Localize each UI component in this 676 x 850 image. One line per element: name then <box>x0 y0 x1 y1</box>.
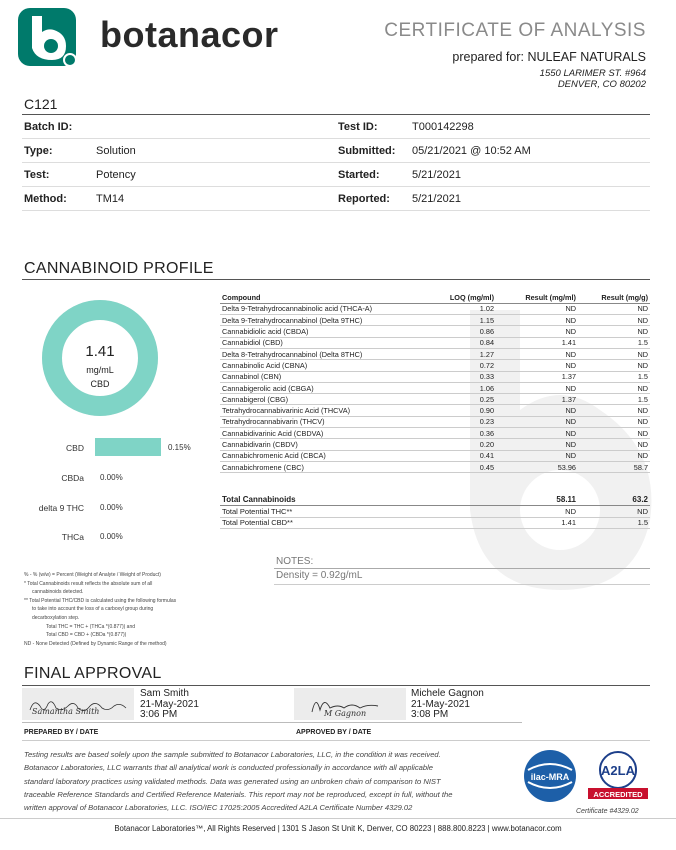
loq-cell: 0.72 <box>420 360 496 371</box>
result-mgml-cell: ND <box>496 416 578 427</box>
accredited-text: ACCREDITED <box>593 790 643 799</box>
col-result-mgg: Result (mg/g) <box>578 292 650 303</box>
test-label: Test: <box>24 169 50 181</box>
compound-cell: Tetrahydrocannabivarinic Acid (THCVA) <box>220 405 420 416</box>
total-mgml-cell: 1.41 <box>496 517 578 529</box>
botanacor-logo-icon <box>18 8 76 66</box>
result-mgg-cell: 1.5 <box>578 371 650 382</box>
loq-cell: 1.15 <box>420 315 496 326</box>
info-row-batch <box>22 115 650 139</box>
method-value: TM14 <box>96 193 125 205</box>
prepared-by-block <box>140 689 199 721</box>
loq-cell: 0.23 <box>420 416 496 427</box>
result-mgml-cell: ND <box>496 405 578 416</box>
compound-cell: Tetrahydrocannabivarin (THCV) <box>220 416 420 427</box>
compound-cell: Cannabichromene (CBC) <box>220 461 420 472</box>
legend-line: cannabinoids detected. <box>32 589 84 596</box>
compound-cell: Delta 9-Tetrahydrocannabinol (Delta 9THC) <box>220 315 420 326</box>
legend-line: * Total Cannabinoids result reflects the absolute sum of all <box>24 580 153 587</box>
col-result-mgml: Result (mg/ml) <box>496 292 578 303</box>
compound-cell: Cannabinol (CBN) <box>220 371 420 382</box>
loq-cell: 1.02 <box>420 303 496 314</box>
donut-value: 1.41 <box>85 343 115 360</box>
bar-label: CBDa <box>61 473 84 483</box>
total-loq-cell <box>420 517 496 529</box>
ilac-mra-logo <box>522 748 578 804</box>
total-mgg-cell: ND <box>578 506 650 518</box>
prepared-date: 21-May-2021 <box>140 698 199 710</box>
approved-by-name: Michele Gagnon <box>411 688 484 699</box>
document-title: CERTIFICATE OF ANALYSIS <box>384 20 646 41</box>
table-row <box>220 348 650 359</box>
table-row <box>220 360 650 371</box>
table-row <box>220 405 650 416</box>
loq-cell: 0.36 <box>420 428 496 439</box>
result-mgg-cell: ND <box>578 360 650 371</box>
result-mgg-cell: ND <box>578 450 650 461</box>
table-row <box>220 371 650 382</box>
result-mgml-cell: 1.41 <box>496 337 578 348</box>
bar-fill <box>95 438 161 456</box>
total-mgg-cell: 1.5 <box>578 517 650 529</box>
test-value: Potency <box>96 169 136 181</box>
table-row <box>220 450 650 461</box>
compound-cell: Cannabigerolic acid (CBGA) <box>220 382 420 393</box>
table-row <box>220 303 650 314</box>
result-mgg-cell: ND <box>578 416 650 427</box>
approved-signature <box>294 688 406 720</box>
approved-time: 3:08 PM <box>411 709 449 720</box>
bar-label: CBD <box>66 443 84 453</box>
prepared-by-name: Sam Smith <box>140 688 189 699</box>
compound-cell: Delta 9-Tetrahydrocannabinolic acid (THCA-A) <box>220 303 420 314</box>
total-loq-cell <box>420 494 496 506</box>
result-mgg-cell: ND <box>578 382 650 393</box>
compound-cell: Cannabidivarin (CBDV) <box>220 439 420 450</box>
result-mgml-cell: ND <box>496 326 578 337</box>
bar-value: 0.00% <box>100 473 123 482</box>
disclaimer-text <box>24 748 514 814</box>
loq-cell: 0.45 <box>420 461 496 472</box>
notes-text: Density = 0.92g/mL <box>276 570 363 581</box>
final-approval-title: FINAL APPROVAL <box>24 665 162 682</box>
approved-by-block <box>411 689 484 721</box>
approved-by-label: APPROVED BY / DATE <box>296 729 372 736</box>
table-row <box>220 382 650 393</box>
compound-cell: Cannabidivarinic Acid (CBDVA) <box>220 428 420 439</box>
result-mgml-cell: 53.96 <box>496 461 578 472</box>
table-row <box>220 439 650 450</box>
result-mgml-cell: ND <box>496 360 578 371</box>
loq-cell: 0.25 <box>420 394 496 405</box>
compound-cell: Cannabichromenic Acid (CBCA) <box>220 450 420 461</box>
submitted-value: 05/21/2021 @ 10:52 AM <box>412 145 531 157</box>
type-value: Solution <box>96 145 136 157</box>
compound-cell: Cannabidiolic acid (CBDA) <box>220 326 420 337</box>
started-value: 5/21/2021 <box>412 169 461 181</box>
approved-signature-text: M Gagnon <box>324 709 367 718</box>
legend-line: ND - None Detected (Defined by Dynamic Range of the method) <box>24 640 167 647</box>
disclaimer-line: traceable Reference Standards and Certified Reference Materials. This report may not be reproduced, except in full, without the <box>24 789 453 799</box>
compound-cell: Cannabigerol (CBG) <box>220 394 420 405</box>
total-label-cell: Total Cannabinoids <box>220 494 420 506</box>
col-compound: Compound <box>220 292 420 303</box>
client-address-line2: DENVER, CO 80202 <box>557 79 646 90</box>
results-header-row <box>220 292 650 303</box>
totals-row <box>220 517 650 529</box>
loq-cell: 1.27 <box>420 348 496 359</box>
bar-label: THCa <box>61 532 84 542</box>
legend-notes <box>24 571 234 648</box>
compound-cell: Cannabinolic Acid (CBNA) <box>220 360 420 371</box>
total-mgml-cell: ND <box>496 506 578 518</box>
result-mgg-cell: ND <box>578 439 650 450</box>
result-mgg-cell: ND <box>578 326 650 337</box>
totals-row <box>220 494 650 506</box>
donut-unit: mg/mL <box>86 365 114 375</box>
a2la-text: A2LA <box>601 763 635 778</box>
bar-value: 0.00% <box>100 532 123 541</box>
info-row-type <box>22 139 650 163</box>
result-mgml-cell: ND <box>496 315 578 326</box>
total-label-cell: Total Potential THC** <box>220 506 420 518</box>
result-mgg-cell: 1.5 <box>578 394 650 405</box>
method-label: Method: <box>24 193 67 205</box>
prepared-signature-box <box>22 688 134 720</box>
result-mgml-cell: 1.37 <box>496 394 578 405</box>
result-mgg-cell: ND <box>578 315 650 326</box>
loq-cell: 1.06 <box>420 382 496 393</box>
legend-line: decarboxylation step. <box>32 614 80 621</box>
result-mgml-cell: ND <box>496 428 578 439</box>
sample-id: C121 <box>24 96 58 112</box>
result-mgml-cell: ND <box>496 439 578 450</box>
legend-line: Total THC = THC + (THCa *(0.877)) and <box>46 623 136 630</box>
table-row <box>220 315 650 326</box>
loq-cell: 0.41 <box>420 450 496 461</box>
loq-cell: 0.33 <box>420 371 496 382</box>
disclaimer-line: standard laboratory practices using validated methods. Data was generated using an unbroken chain of comparison to NIST <box>24 776 441 786</box>
table-row <box>220 326 650 337</box>
info-row-test <box>22 163 650 187</box>
result-mgg-cell: ND <box>578 348 650 359</box>
disclaimer-line: written approval of Botanacor Laboratories, LLC. ISO/IEC 17025:2005 Accredited A2LA Certificate Number 4329.02 <box>24 803 413 813</box>
loq-cell: 0.20 <box>420 439 496 450</box>
result-mgml-cell: ND <box>496 450 578 461</box>
legend-line: to take into account the loss of a carboxyl group during <box>32 606 154 613</box>
batch-label: Batch ID: <box>24 121 73 133</box>
disclaimer-line: Testing results are based solely upon the sample submitted to Botanacor Laboratories, LLC, in the condition it was received. <box>24 750 441 759</box>
prepared-signature-text: Samantha Smith <box>32 707 100 716</box>
bar-label: delta 9 THC <box>38 503 84 513</box>
result-mgg-cell: ND <box>578 428 650 439</box>
table-row <box>220 461 650 472</box>
started-label: Started: <box>338 169 380 181</box>
table-row <box>220 416 650 427</box>
total-mgg-cell: 63.2 <box>578 494 650 506</box>
legend-line: ** Total Potential THC/CBD is calculated using the following formulas <box>24 597 177 604</box>
result-mgg-cell: 58.7 <box>578 461 650 472</box>
test-id-label: Test ID: <box>338 121 378 133</box>
bar-value: 0.15% <box>168 443 191 452</box>
reported-value: 5/21/2021 <box>412 193 461 205</box>
brand-name: botanacor <box>100 14 279 55</box>
loq-cell: 0.90 <box>420 405 496 416</box>
submitted-label: Submitted: <box>338 145 396 157</box>
total-label-cell: Total Potential CBD** <box>220 517 420 529</box>
table-row <box>220 394 650 405</box>
loq-cell: 0.86 <box>420 326 496 337</box>
result-mgml-cell: 1.37 <box>496 371 578 382</box>
certificate-number: Certificate #4329.02 <box>576 808 639 815</box>
cbd-donut-chart <box>40 298 160 418</box>
compound-cell: Delta 8-Tetrahydrocannabinol (Delta 8THC) <box>220 348 420 359</box>
compound-cell: Cannabidiol (CBD) <box>220 337 420 348</box>
result-mgml-cell: ND <box>496 303 578 314</box>
ilac-text: ilac-MRA <box>530 772 570 782</box>
result-mgg-cell: 1.5 <box>578 337 650 348</box>
footer: Botanacor Laboratories™, All Rights Reserved | 1301 S Jason St Unit K, Denver, CO 80223 | 888.800.8223 | www.botanacor.com <box>114 824 562 833</box>
cannabinoid-profile-title: CANNABINOID PROFILE <box>24 260 214 277</box>
donut-compound: CBD <box>90 379 110 389</box>
result-mgg-cell: ND <box>578 405 650 416</box>
notes-title: NOTES: <box>276 556 314 567</box>
client-address-line1: 1550 LARIMER ST. #964 <box>539 68 646 79</box>
type-label: Type: <box>24 145 53 157</box>
a2la-accredited-logo <box>586 750 650 804</box>
legend-line: Total CBD = CBD + (CBDa *(0.877)) <box>46 632 127 639</box>
col-loq: LOQ (mg/ml) <box>420 292 496 303</box>
loq-cell: 0.84 <box>420 337 496 348</box>
results-table <box>220 292 650 473</box>
result-mgml-cell: ND <box>496 382 578 393</box>
reported-label: Reported: <box>338 193 390 205</box>
test-id-value: T000142298 <box>412 121 474 133</box>
prepared-for: prepared for: NULEAF NATURALS <box>452 50 646 64</box>
info-row-method <box>22 187 650 211</box>
result-mgg-cell: ND <box>578 303 650 314</box>
result-mgml-cell: ND <box>496 348 578 359</box>
prepared-time: 3:06 PM <box>140 709 178 720</box>
total-loq-cell <box>420 506 496 518</box>
disclaimer-line: Botanacor Laboratories, LLC warrants that all analytical work is conducted professionally in accordance with all applicable <box>24 763 434 773</box>
prepared-by-label: PREPARED BY / DATE <box>24 729 99 736</box>
table-row <box>220 337 650 348</box>
totals-table <box>220 494 650 529</box>
totals-row <box>220 506 650 518</box>
prepared-signature <box>22 688 134 720</box>
bar-value: 0.00% <box>100 503 123 512</box>
approved-signature-box <box>294 688 406 720</box>
table-row <box>220 428 650 439</box>
approved-date: 21-May-2021 <box>411 698 470 710</box>
legend-line: % - % (w/w) = Percent (Weight of Analyte / Weight of Product) <box>24 572 161 578</box>
total-mgml-cell: 58.11 <box>496 494 578 506</box>
